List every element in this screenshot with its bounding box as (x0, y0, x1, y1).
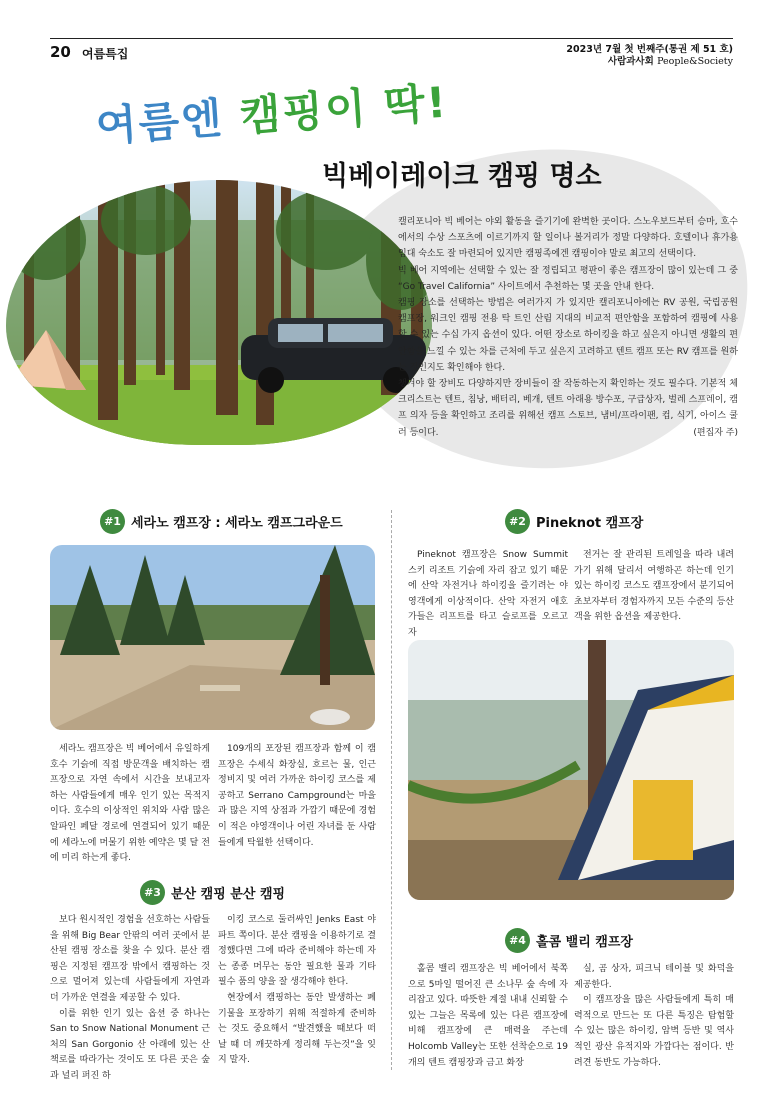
serrano-illustration (50, 545, 375, 730)
section-3-paragraph-4: 현장에서 캠핑하는 동안 발생하는 폐기물을 포장하기 위해 적절하게 준비하는 것도 중요해서 “발견했을 때보다 떠날 때 더 깨끗하게 정리해 두는것”을 잊지 말자. (218, 992, 376, 1066)
section-3-badge: #3 (140, 880, 165, 905)
section-3-title: 분산 캠핑 (171, 887, 226, 902)
section-1-title: 세라노 캠프장 : 세라노 캠프그라운드 (131, 516, 343, 531)
section-1-badge: #1 (100, 509, 125, 534)
paper-name-en: People&Society (657, 56, 733, 67)
section-4-text-col-2 (574, 962, 734, 1071)
section-3-text-col-2 (218, 913, 376, 1069)
page-header (50, 38, 733, 66)
section-1-text-col-2 (218, 742, 376, 851)
section-4-text-col-1 (408, 962, 568, 1071)
section-2-title: Pineknot 캠프장 (536, 516, 644, 531)
page-number: 20 (50, 43, 71, 61)
section-1-paragraph-1: 세라노 캠프장은 빅 베어에서 유일하게 호수 기슭에 직접 방문객을 배치하는 캠프장으로 자연 속에서 시간을 보내고자 하는 사람들에게 매우 인기 있는 목적지이다. 호수의 이상적인 위치와 사람 많은 알파인 페달 경로에 연결되어 있기 때문에 세라노에 머물기 위한 예약은 몇 달 전에 미리 하는게 좋다. (50, 744, 210, 864)
section-4-badge: #4 (505, 928, 530, 953)
feature-title (94, 69, 450, 153)
section-4-paragraph-3: 이 캠프장을 많은 사람들에게 특히 매력적으로 만드는 또 다른 특징은 탐험할 수 있는 많은 하이킹, 암벽 등반 및 역사적인 광산 유적지와 가깝다는 점이다. 반려견 동반도 가능하다. (574, 995, 734, 1068)
section-3-header (140, 880, 285, 905)
editor-note: (편집자 주) (693, 427, 738, 438)
section-3-paragraph-3: 이킹 코스로 둘러싸인 Jenks East 야파트 쪽이다. 분산 캠핑을 이용하기로 결정했다면 그에 따라 준비해야 하는데 자는 종종 머무는 동안 필요한 물과 기타 필수 품의 양을 잘 생각해야 한다. (218, 915, 376, 988)
section-2-paragraph-2: 전거는 잘 관리된 트레일을 따라 내려가기 위해 달리서 여행하곤 하는데 인기 있는 하이킹 코스도 캠프장에서 분기되어 초보자부터 경험자까지 모든 수준의 등산객을 위한 옵션을 제공한다. (574, 550, 734, 623)
column-divider (391, 510, 392, 1070)
section-4-paragraph-1: 홀콤 밸리 캠프장은 빅 베어에서 북쪽으로 5마일 떨어진 큰 소나무 숲 속에 자리잡고 있다. 따뜻한 계절 내내 신뢰할 수 있는 그늘은 목록에 있는 다른 캠프장에 비해 캠프장에 큰 매력을 주는데 Holcomb Valley는 또한 선착순으로 19개의 텐트 캠핑장과 금고 화장 (408, 964, 568, 1068)
issue-info: 2023년 7월 첫 번째주(통권 제 51 호) (566, 44, 733, 55)
pineknot-illustration (408, 640, 734, 900)
section-1-paragraph-2: 109개의 포장된 캠프장과 함께 이 캠프장은 수세식 화장실, 흐르는 물, 인근 정비지 및 여러 가까운 하이킹 코스를 제공하고 Serrano Campground는 마을과 많은 지역 상점과 가깝기 때문에 경험이 적은 야영객이나 어린 자녀를 둔 사람들에게 탁월한 선택이다. (218, 744, 376, 848)
feature-subtitle: 빅베이레이크 캠핑 명소 (322, 161, 602, 192)
section-1-text-col-1 (50, 742, 210, 867)
section-2-text-col-2 (574, 548, 734, 626)
section-2-paragraph-1: Pineknot 캠프장은 Snow Summit 스키 리조트 기슭에 자리 잡고 있기 때문에 산악 자전거나 하이킹을 즐기려는 야영객에게 이상적이다. 산악 자전거 애호가들은 리프트를 타고 슬로프를 오르고 자 (408, 550, 568, 638)
intro-paragraph-2: 빅 베어 지역에는 선택할 수 있는 잘 정립되고 평판이 좋은 캠프장이 많이 있는데 그 중 “Go Travel California” 사이트에서 추천하는 몇 곳을 안내 한다. (398, 265, 738, 292)
pineknot-tent-photo (408, 640, 734, 900)
section-3-paragraph-1: 보다 원시적인 경험을 선호하는 사람들을 위해 Big Bear 안팎의 여러 곳에서 분산된 캠핑 장소를 찾을 수 있다. 분산 캠핑은 지정된 캠프장 밖에서 캠핑하는 것으로 멀어져 있는데 사람들에게 자연과 더 가까운 연결을 제공할 수 있다. (50, 915, 210, 1003)
intro-text (398, 214, 738, 441)
section-3-title-extra: 분산 캠핑 (230, 887, 286, 902)
section-4-paragraph-2: 실, 곰 상자, 피크닉 테이블 및 화덕을 제공한다. (574, 964, 734, 990)
intro-paragraph-1: 캘리포니아 빅 베어는 야외 활동을 즐기기에 완벽한 곳이다. 스노우보드부터 승마, 호수에서의 수상 스포츠에 이르기까지 할 일이나 볼거리가 정말 다양하다. 호텔이나 휴가용 임대 숙소도 잘 마련되어 있지만 캠핑족에겐 캠핑이야 말로 최고의 선택이다. (398, 217, 738, 260)
section-1-header (100, 509, 343, 534)
title-part-1: 여름엔 (94, 91, 242, 151)
title-part-2: 캠핑이 딱! (238, 77, 450, 141)
section-3-paragraph-2: 이를 위한 인기 있는 옵션 중 하나는 San to Snow National Monument 근처의 San Gorgonio 산 아래에 있는 산책로를 따라가는 것이도 또 다른 곳은 숲과 널리 퍼진 하 (50, 1008, 210, 1081)
intro-paragraph-3: 캠핑 장소를 선택하는 방법은 여러가지 가 있지만 캘리포니아에는 RV 공원, 국립공원 캠프장, 워크인 캠핑 전용 탁 트인 산림 지대의 비교적 편안함을 포함하여 캠핑에 사용할 수 있는 수십 가지 옵션이 있다. 어떤 장소로 하이킹을 하고 싶은지 아니면 생활의 편안함을 느낄 수 있는 차를 근처에 두고 싶은지 고려하고 텐트 캠프 또는 RV 캠프를 원하는 것인지도 확인해야 한다. (398, 298, 738, 373)
section-2-header (505, 509, 643, 534)
section-3-text-col-1 (50, 913, 210, 1085)
section-name: 여름특집 (82, 47, 129, 61)
paper-name (608, 53, 733, 67)
intro-paragraph-4: 챙겨야 할 장비도 다양하지만 장비들이 잘 작동하는지 확인하는 것도 필수다. 기본적 체크리스트는 텐트, 침낭, 배터리, 베개, 텐트 아래용 방수포, 구급상자, 벌레 스프레이, 캠프 의자 등을 확인하고 조리를 위해선 캠프 스토브, 냄비/프라이팬, 컵, 식기, 아이스 쿨러 등이다. (398, 379, 738, 438)
section-2-badge: #2 (505, 509, 530, 534)
section-4-header (505, 928, 633, 953)
paper-name-kr: 사람과사회 (607, 56, 654, 67)
section-4-title: 홀콤 밸리 캠프장 (536, 935, 633, 950)
serrano-campground-photo (50, 545, 375, 730)
section-2-text-col-1 (408, 548, 568, 642)
